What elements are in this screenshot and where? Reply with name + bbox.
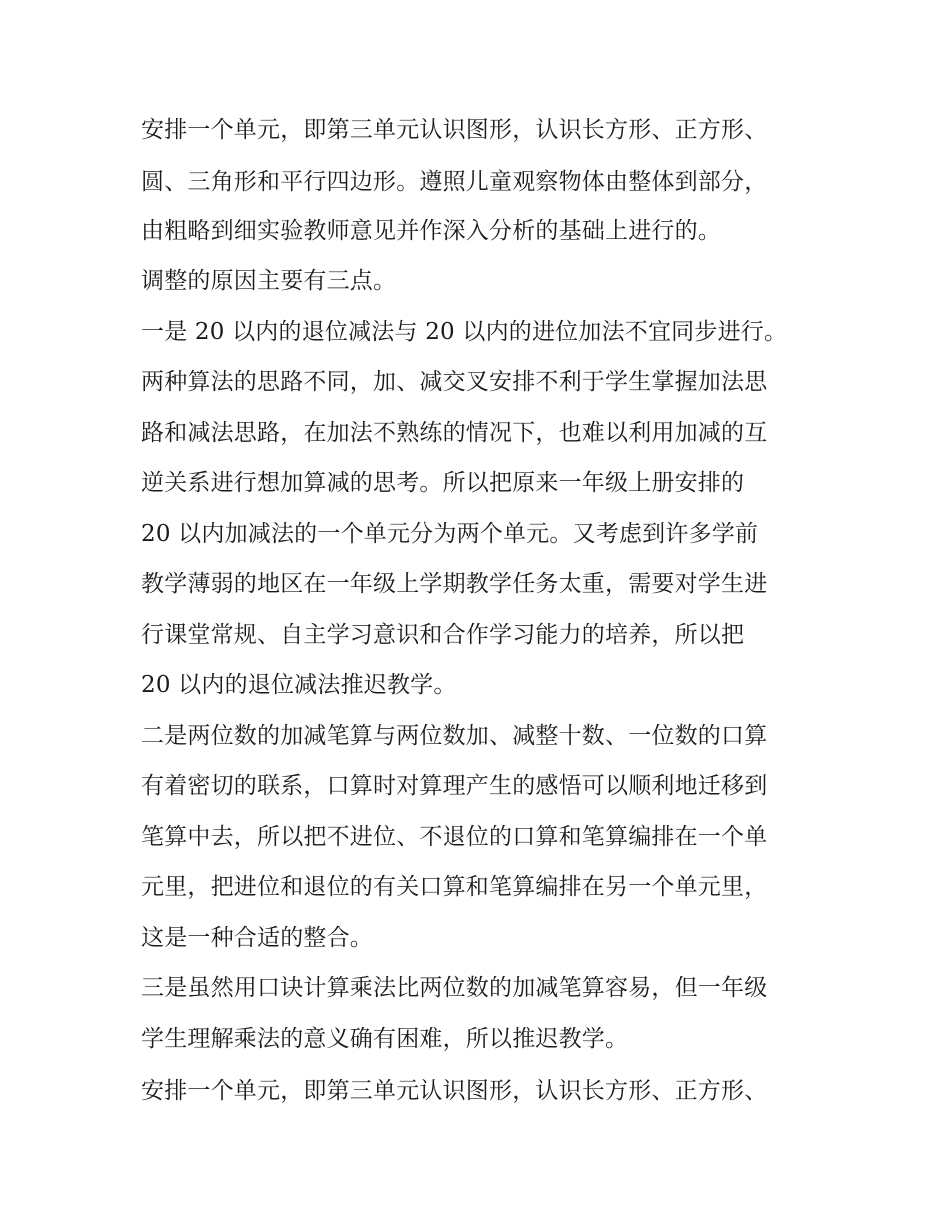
text-line: 调整的原因主要有三点。: [141, 268, 397, 294]
text-line: 笔算中去，所以把不进位、不退位的口算和笔算编排在一个单: [141, 824, 768, 850]
text-line: 由粗略到细实验教师意见并作深入分析的基础上进行的。: [141, 218, 721, 244]
text-line: 学生理解乘法的意义确有困难，所以推迟教学。: [141, 1026, 629, 1052]
text-line: 二是两位数的加减笔算与两位数加、减整十数、一位数的口算: [141, 723, 768, 749]
text-line: 安排一个单元，即第三单元认识图形，认识长方形、正方形、: [141, 1078, 768, 1104]
text-line: 两种算法的思路不同，加、减交叉安排不利于学生掌握加法思: [141, 369, 768, 395]
text-line: 圆、三角形和平行四边形。遵照儿童观察物体由整体到部分，: [141, 169, 768, 195]
text-line: 行课堂常规、自主学习意识和合作学习能力的培养，所以把: [141, 622, 745, 648]
text-line: 元里，把进位和退位的有关口算和笔算编排在另一个单元里，: [141, 874, 768, 900]
text-line: 路和减法思路，在加法不熟练的情况下，也难以利用加减的互: [141, 420, 768, 446]
text-line: 三是虽然用口诀计算乘法比两位数的加减笔算容易，但一年级: [141, 975, 768, 1001]
text-line: 这是一种合适的整合。: [141, 925, 373, 951]
text-line: 逆关系进行想加算减的思考。所以把原来一年级上册安排的: [141, 470, 745, 496]
text-line: 20 以内加减法的一个单元分为两个单元。又考虑到许多学前: [141, 521, 759, 547]
text-line: 安排一个单元，即第三单元认识图形，认识长方形、正方形、: [141, 117, 768, 143]
text-line: 教学薄弱的地区在一年级上学期教学任务太重，需要对学生进: [141, 571, 768, 597]
text-line: 一是 20 以内的退位减法与 20 以内的进位加法不宜同步进行。: [141, 319, 788, 345]
text-line: 有着密切的联系，口算时对算理产生的感悟可以顺利地迁移到: [141, 773, 768, 799]
text-line: 20 以内的退位减法推迟教学。: [141, 672, 457, 698]
